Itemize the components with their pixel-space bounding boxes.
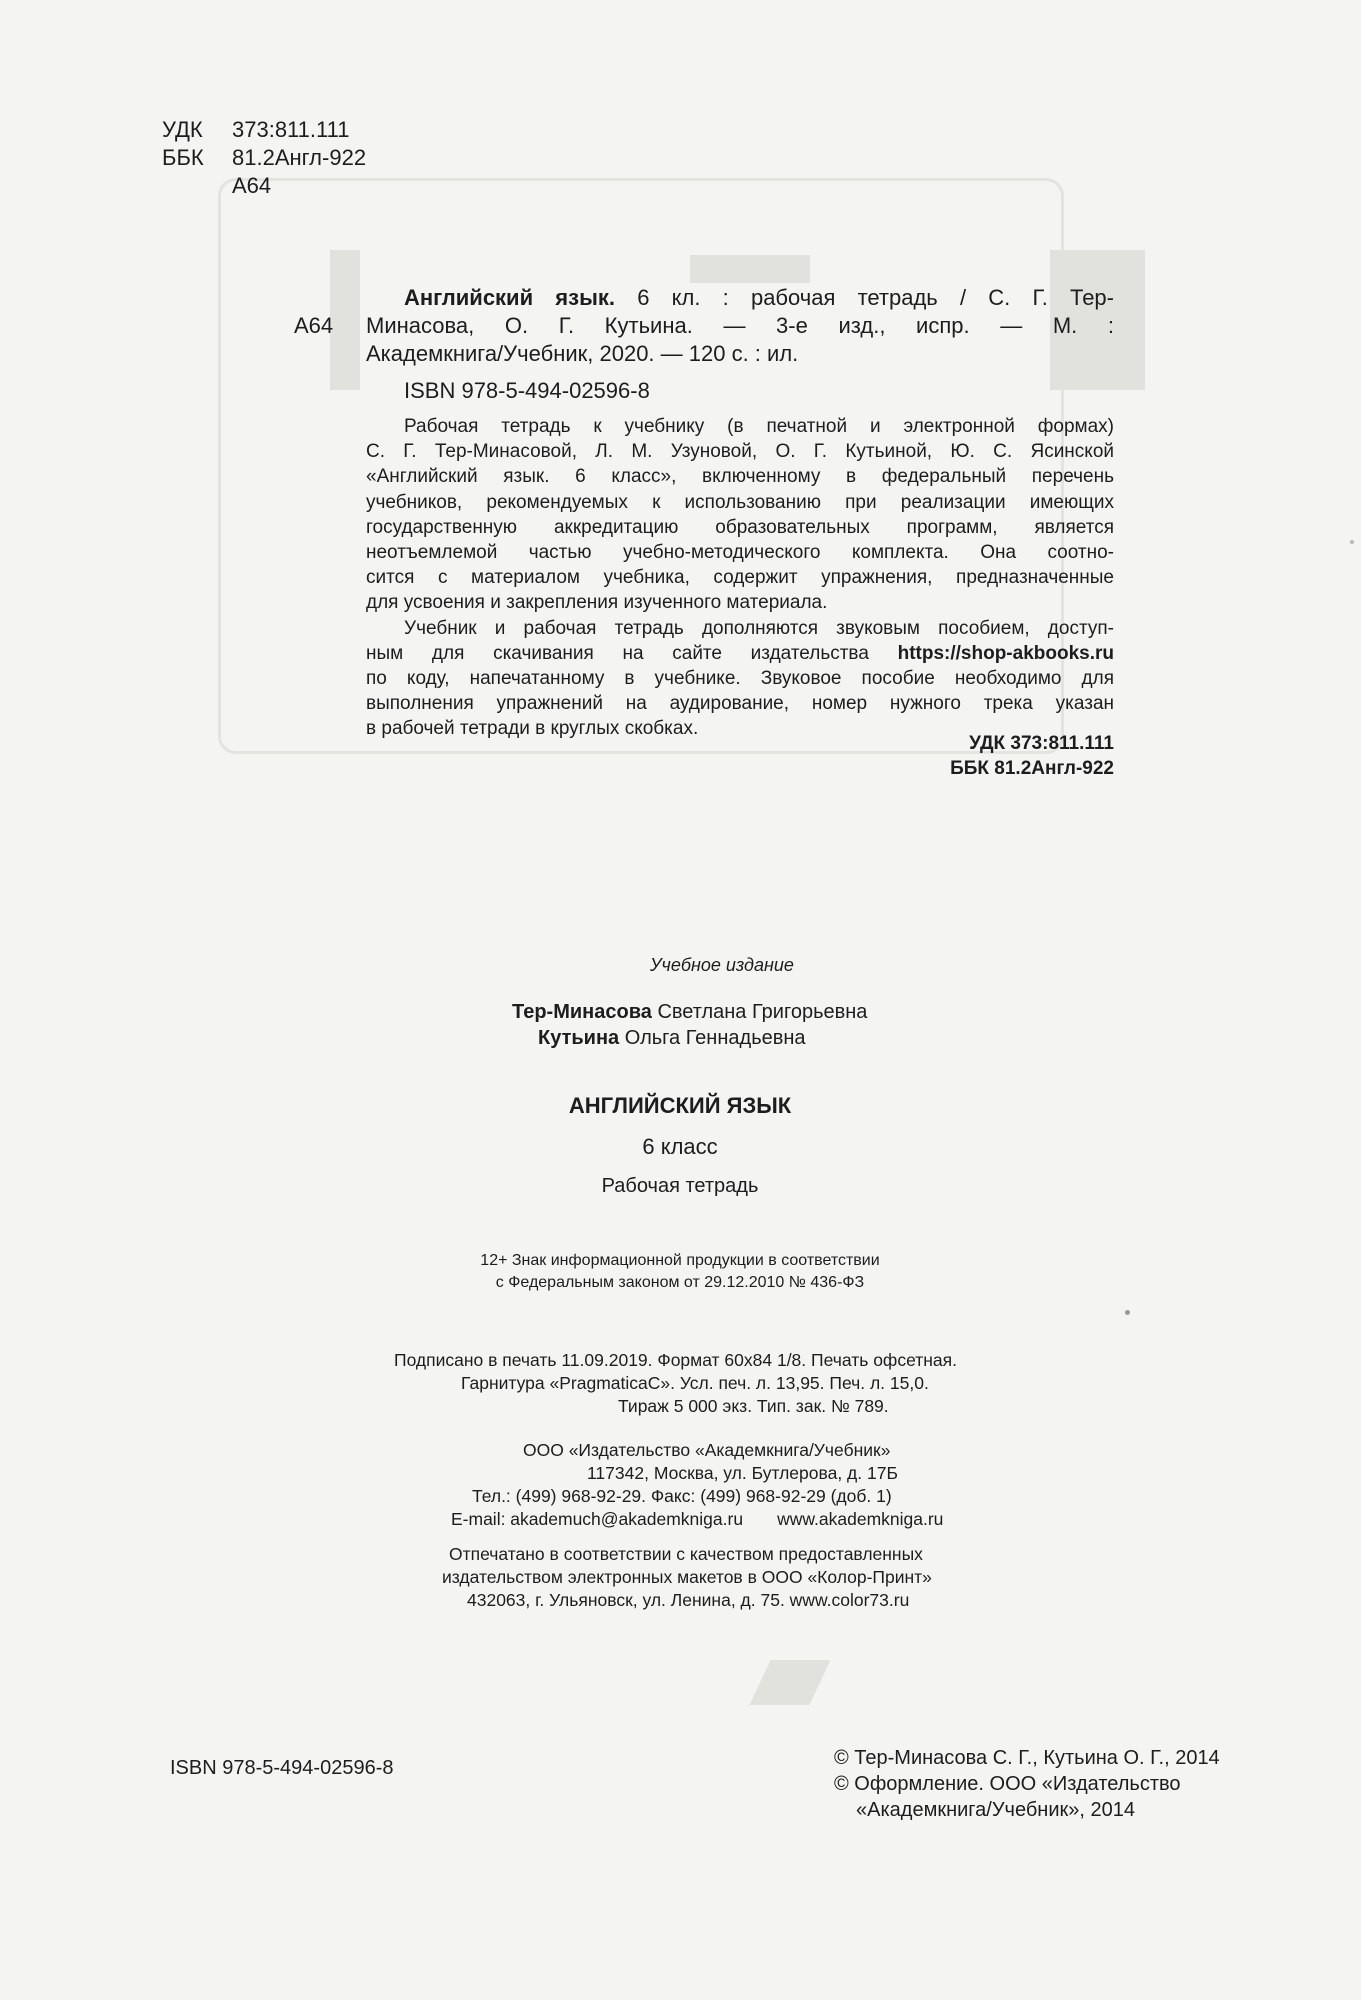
- publisher-address: 117342, Москва, ул. Бутлерова, д. 17Б: [587, 1463, 898, 1483]
- book-grade: 6 класс: [642, 1134, 718, 1159]
- publisher-site[interactable]: www.akademkniga.ru: [777, 1509, 944, 1529]
- bbk-right: ББК 81.2Англ-922: [950, 758, 1114, 780]
- card-line-1: [404, 284, 1114, 312]
- author-2-name: Ольга Геннадьевна: [624, 1027, 806, 1049]
- print-info-line: Подписано в печать 11.09.2019. Формат 60x84 1/8. Печать офсетная.: [394, 1350, 957, 1370]
- age-mark-line: 12+ Знак информационной продукции в соответствии: [480, 1252, 880, 1269]
- age-mark-line: с Федеральным законом от 29.12.2010 № 436-ФЗ: [495, 1274, 865, 1291]
- copyright-block: [834, 1745, 1334, 1823]
- annotation-line: «Английский язык. 6 класс», включенному в федеральный перечень: [366, 466, 1114, 488]
- publisher-info: [440, 1439, 1080, 1531]
- bibliographic-card: [294, 284, 1114, 405]
- author-1-surname: Тер-Минасова: [512, 1001, 652, 1023]
- publisher-contacts: [440, 1508, 1080, 1531]
- printer-line: Отпечатано в соответствии с качеством предоставленных: [449, 1544, 923, 1564]
- print-info-line: Тираж 5 000 экз. Тип. зак. № 789.: [618, 1396, 889, 1416]
- udk-block: [162, 116, 366, 200]
- card-title: Английский язык.: [404, 285, 615, 310]
- publisher-name: ООО «Издательство «Академкнига/Учебник»: [523, 1440, 891, 1460]
- annotation-line: неотъемлемой частью учебно-методического комплекта. Она соотно-: [366, 542, 1114, 564]
- paper-spot: [1350, 540, 1354, 544]
- card-line-1-text: 6 кл. : рабочая тетрадь / С. Г. Тер-: [637, 285, 1114, 310]
- print-info: [300, 1349, 1100, 1418]
- bleed-through-bar: [750, 1660, 831, 1705]
- card-line-2: [294, 312, 1114, 340]
- copyright-authors: © Тер-Минасова С. Г., Кутьина О. Г., 2014: [834, 1747, 1220, 1769]
- annotation-line: С. Г. Тер-Минасовой, Л. М. Узуновой, О. Г. Кутьиной, Ю. С. Ясинской: [366, 441, 1114, 463]
- author-2: [538, 1025, 806, 1051]
- card-code-prefix: А64: [294, 313, 334, 338]
- printer-info: [440, 1543, 1080, 1612]
- bbk-row: [162, 144, 366, 172]
- author-code-row: [162, 172, 366, 200]
- card-line-2-text: Минасова, О. Г. Кутьина. — 3-е изд., испр. — М. :: [366, 313, 1114, 338]
- annotation: [366, 414, 1114, 742]
- udk-row: [162, 116, 366, 144]
- copyright-publisher: «Академкнига/Учебник», 2014: [856, 1799, 1135, 1821]
- age-mark: [360, 1250, 1000, 1294]
- footer-isbn: ISBN 978-5-494-02596-8: [170, 1757, 394, 1779]
- annotation-line: для усвоения и закрепления изученного материала.: [366, 592, 828, 614]
- annotation-line: сится с материалом учебника, содержит упражнения, предназначенные: [366, 567, 1114, 589]
- bbk-label: ББК: [162, 145, 204, 170]
- udk-label: УДК: [162, 117, 203, 142]
- copyright-design: © Оформление. ООО «Издательство: [834, 1773, 1181, 1795]
- card-isbn: ISBN 978-5-494-02596-8: [404, 378, 650, 403]
- annotation-line: выполнения упражнений на аудирование, номер нужного трека указан: [366, 693, 1114, 715]
- bleed-through-bar: [690, 255, 810, 283]
- udk-bbk-right: [780, 731, 1114, 781]
- publisher-email[interactable]: E-mail: akademuch@akademkniga.ru: [451, 1509, 744, 1529]
- paper-spot: [1125, 1310, 1130, 1315]
- annotation-line: учебников, рекомендуемых к использованию при реализации имеющих: [366, 491, 1114, 513]
- udk-value: 373:811.111: [232, 117, 350, 142]
- udk-right: УДК 373:811.111: [969, 733, 1114, 754]
- author-1-name: Светлана Григорьевна: [657, 1001, 868, 1023]
- print-info-line: Гарнитура «PragmaticaC». Усл. печ. л. 13,95. Печ. л. 15,0.: [461, 1373, 929, 1393]
- card-line-3: Академкнига/Учебник, 2020. — 120 с. : ил.: [366, 341, 799, 366]
- annotation-line: [366, 641, 1114, 666]
- book-title: АНГЛИЙСКИЙ ЯЗЫК: [568, 1093, 792, 1118]
- annotation-line: Рабочая тетрадь к учебнику (в печатной и электронной формах): [404, 416, 1114, 437]
- author-1: [512, 999, 867, 1025]
- bleed-through-bar: [330, 250, 360, 390]
- publisher-phones: Тел.: (499) 968-92-29. Факс: (499) 968-92-29 (доб. 1): [472, 1486, 892, 1506]
- printer-line: издательством электронных макетов в ООО «Колор-Принт»: [442, 1567, 932, 1587]
- edition-type: Учебное издание: [650, 955, 794, 975]
- annotation-line: государственную аккредитацию образовательных программ, является: [366, 516, 1114, 538]
- author-code: А64: [232, 173, 272, 198]
- download-link[interactable]: https://shop-akbooks.ru: [897, 642, 1114, 664]
- bbk-value: 81.2Англ-922: [232, 145, 367, 170]
- annotation-line: Учебник и рабочая тетрадь дополняются звуковым пособием, доступ-: [404, 617, 1114, 639]
- annotation-text: ным для скачивания на сайте издательства: [366, 642, 869, 664]
- book-kind: Рабочая тетрадь: [601, 1175, 759, 1197]
- printer-line: 432063, г. Ульяновск, ул. Ленина, д. 75. www.color73.ru: [467, 1590, 910, 1610]
- author-2-surname: Кутьина: [538, 1027, 620, 1049]
- annotation-line: в рабочей тетради в круглых скобках.: [366, 718, 699, 740]
- annotation-line: по коду, напечатанному в учебнике. Звуковое пособие необходимо для: [366, 668, 1114, 690]
